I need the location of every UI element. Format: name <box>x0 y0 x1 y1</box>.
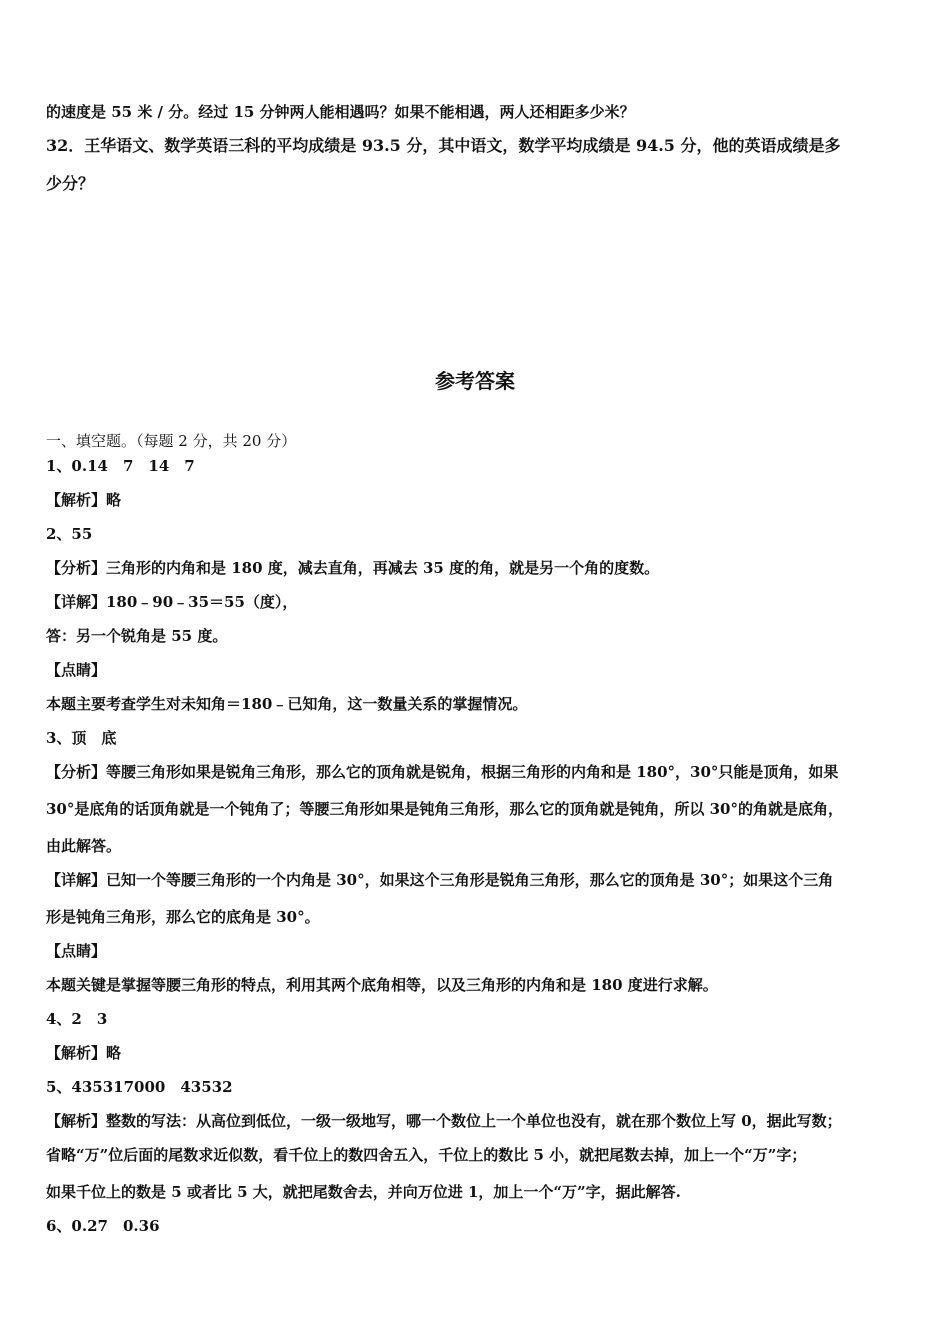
answer-key-title: 参考答案 <box>435 369 515 393</box>
answer-3-detail-2: 形是钝角三角形，那么它的底角是 30°。 <box>46 908 320 926</box>
answer-2-comment: 本题主要考查学生对未知角＝180﹣已知角，这一数量关系的掌握情况。 <box>46 695 528 713</box>
answer-2-comment-label: 【点睛】 <box>46 661 107 679</box>
answer-3-analysis-2: 30°是底角的话顶角就是一个钝角了；等腰三角形如果是钝角三角形，那么它的顶角就是钝角，所以 30°的角就是底角， <box>46 800 843 818</box>
answer-4: 4、2 3 <box>46 1010 108 1028</box>
answer-2-analysis: 【分析】三角形的内角和是 180 度，减去直角，再减去 35 度的角，就是另一个角的度数。 <box>46 559 660 577</box>
answer-2: 2、55 <box>46 525 93 543</box>
answer-3-comment: 本题关键是掌握等腰三角形的特点，利用其两个底角相等，以及三角形的内角和是 180 度进行求解。 <box>46 976 718 994</box>
answer-5-analysis-2: 省略“万”位后面的尾数求近似数，看千位上的数四舍五入，千位上的数比 5 小，就把尾数去掉，加上一个“万”字； <box>46 1146 807 1164</box>
answer-3-detail-1: 【详解】已知一个等腰三角形的一个内角是 30°，如果这个三角形是锐角三角形，那么它的顶角是 30°；如果这个三角 <box>46 871 834 889</box>
answer-1-analysis: 【解析】略 <box>46 491 122 509</box>
answer-3-analysis-3: 由此解答。 <box>46 837 122 855</box>
answer-2-detail: 【详解】180﹣90﹣35＝55（度）， <box>46 593 298 611</box>
answer-2-reply: 答：另一个锐角是 55 度。 <box>46 627 228 645</box>
answer-3: 3、顶 底 <box>46 729 117 747</box>
question-32-line-2: 少分？ <box>46 174 95 193</box>
answer-3-comment-label: 【点睛】 <box>46 942 107 960</box>
question-32-line-1: 32．王华语文、数学英语三科的平均成绩是 93.5 分，其中语文，数学平均成绩是 94.5 分，他的英语成绩是多 <box>46 136 841 155</box>
section-heading: 一、填空题。（每题 2 分，共 20 分） <box>46 432 297 450</box>
answer-4-analysis: 【解析】略 <box>46 1044 122 1062</box>
answer-5: 5、435317000 43532 <box>46 1078 233 1096</box>
answer-6: 6、0.27 0.36 <box>46 1217 160 1235</box>
answer-5-analysis-3: 如果千位上的数是 5 或者比 5 大，就把尾数舍去，并向万位进 1，加上一个“万”字，据此解答. <box>46 1183 681 1201</box>
answer-1: 1、0.14 7 14 7 <box>46 457 195 475</box>
answer-3-analysis-1: 【分析】等腰三角形如果是锐角三角形，那么它的顶角就是锐角，根据三角形的内角和是 180°，30°只能是顶角，如果 <box>46 763 839 781</box>
question-31-tail: 的速度是 55 米 / 分。经过 15 分钟两人能相遇吗？如果不能相遇，两人还相距多少米？ <box>46 103 635 121</box>
answer-5-analysis-1: 【解析】整数的写法：从高位到低位，一级一级地写，哪一个数位上一个单位也没有，就在那个数位上写 0，据此写数； <box>46 1112 842 1130</box>
